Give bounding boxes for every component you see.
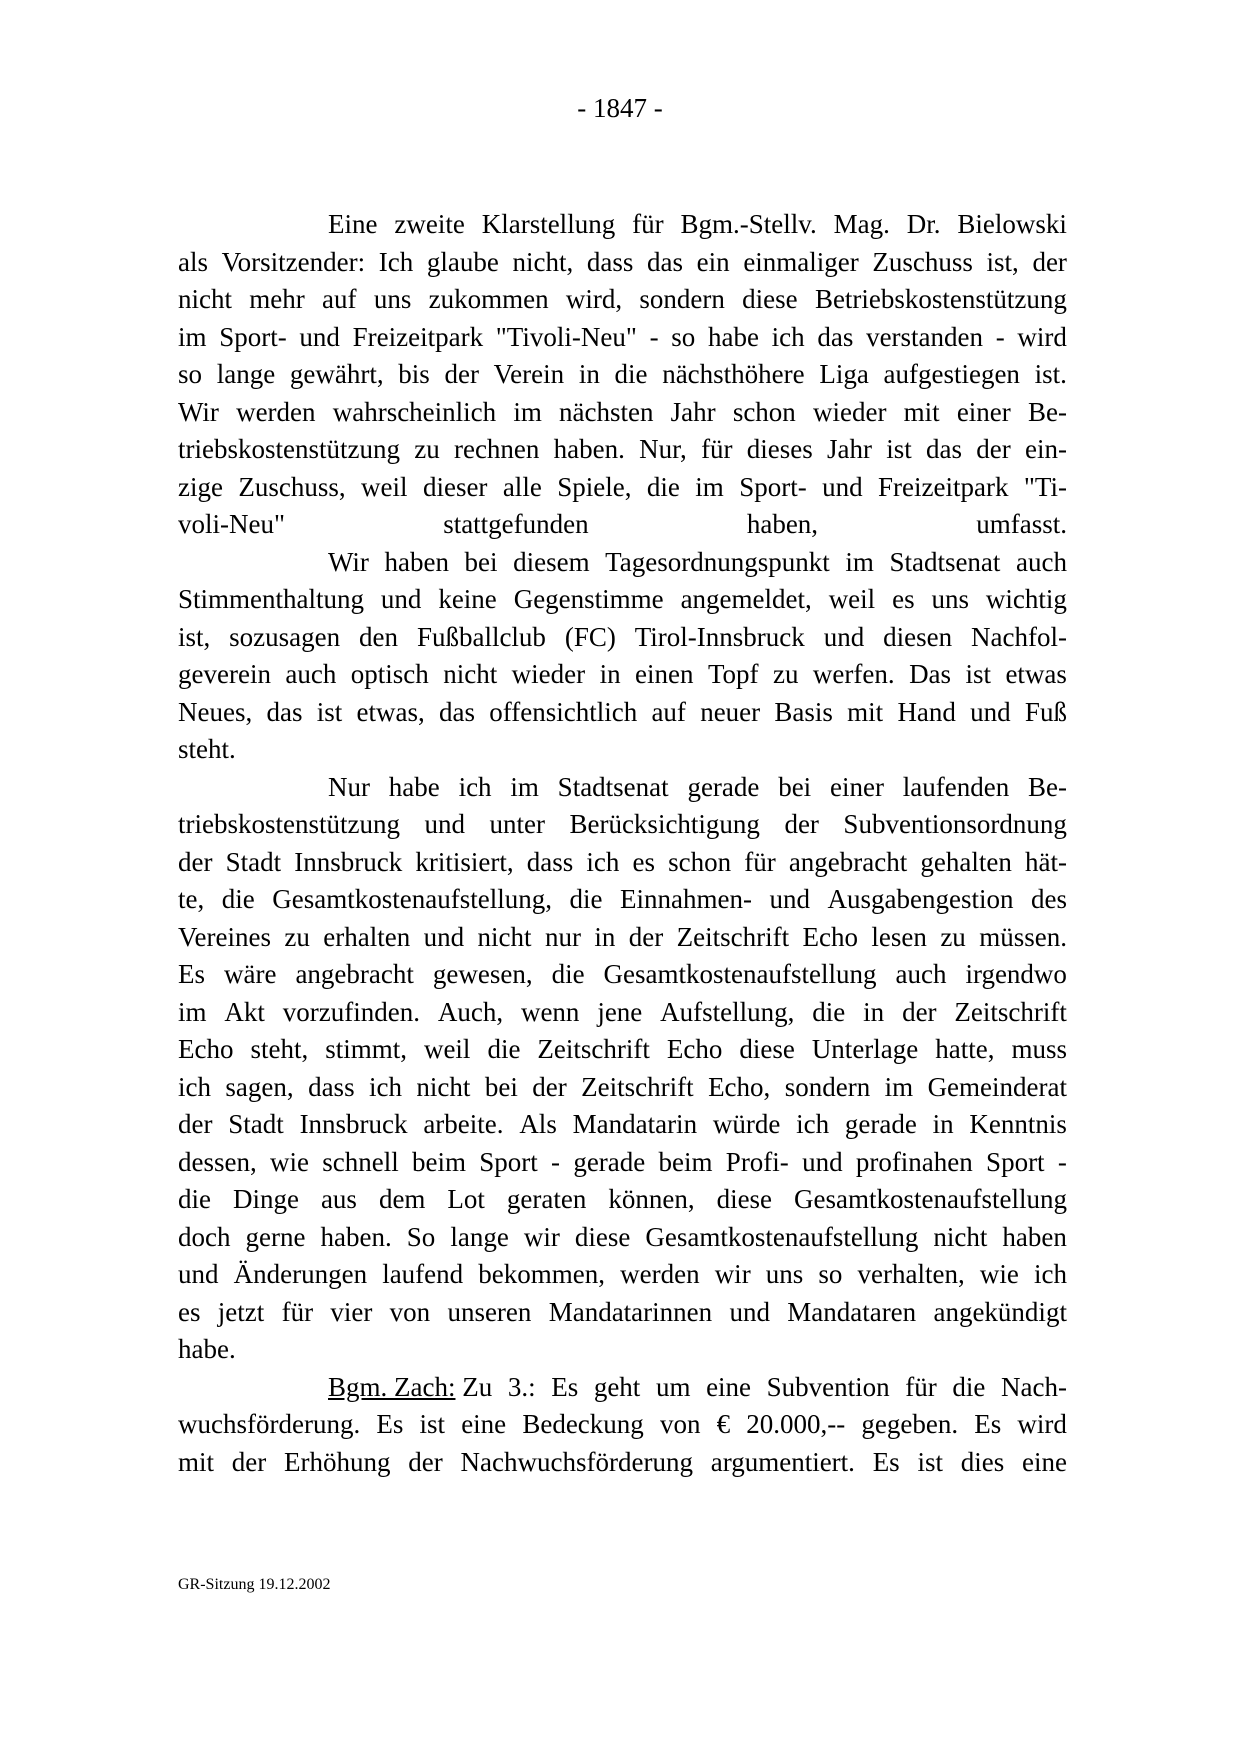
text-line: es jetzt für vier von unseren Mandatarinnen und Mandataren angekündigt [178, 1296, 1067, 1327]
text-line: ich sagen, dass ich nicht bei der Zeitschrift Echo, sondern im Gemeinderat [178, 1071, 1067, 1102]
text-line: Nur habe ich im Stadtsenat gerade bei einer laufenden Be- [328, 771, 1067, 802]
body-text [178, 206, 1067, 1481]
text-line: geverein auch optisch nicht wieder in einen Topf zu werfen. Das ist etwas [178, 659, 1067, 689]
text-line: triebskostenstützung zu rechnen haben. Nur, für dieses Jahr ist das der ein- [178, 434, 1067, 464]
text-line: mit der Erhöhung der Nachwuchsförderung argumentiert. Es ist dies eine [178, 1446, 1067, 1477]
text-line: Neues, das ist etwas, das offensichtlich auf neuer Basis mit Hand und Fuß [178, 696, 1067, 727]
text-line: Wir haben bei diesem Tagesordnungspunkt im Stadtsenat auch [328, 546, 1067, 577]
paragraph [178, 206, 1067, 544]
text-line: Wir werden wahrscheinlich im nächsten Jahr schon wieder mit einer Be- [178, 396, 1067, 427]
text-line: voli-Neu" stattgefunden haben, umfasst. [178, 509, 1067, 539]
text-line: im Akt vorzufinden. Auch, wenn jene Aufstellung, die in der Zeitschrift [178, 996, 1067, 1027]
text-line: im Sport- und Freizeitpark "Tivoli-Neu" - so habe ich das verstanden - wird [178, 321, 1067, 352]
text-line: Eine zweite Klarstellung für Bgm.-Stellv. Mag. Dr. Bielowski [328, 209, 1067, 239]
page-number: - 1847 - [577, 93, 663, 123]
footer-session-date: GR-Sitzung 19.12.2002 [178, 1576, 331, 1593]
paragraph [178, 544, 1067, 769]
paragraph [178, 769, 1067, 1369]
text-line: doch gerne haben. So lange wir diese Gesamtkostenaufstellung nicht haben [178, 1221, 1067, 1252]
text-line: so lange gewährt, bis der Verein in die nächsthöhere Liga aufgestiegen ist. [178, 359, 1067, 389]
text-line: nicht mehr auf uns zukommen wird, sondern diese Betriebskostenstützung [178, 284, 1067, 314]
paragraph [178, 1369, 1067, 1482]
text-line: Stimmenthaltung und keine Gegenstimme angemeldet, weil es uns wichtig [178, 584, 1067, 614]
text-line: der Stadt Innsbruck arbeite. Als Mandatarin würde ich gerade in Kenntnis [178, 1109, 1067, 1139]
text-line: dessen, wie schnell beim Sport - gerade beim Profi- und profinahen Sport - [178, 1146, 1067, 1177]
text-line: te, die Gesamtkostenaufstellung, die Einnahmen- und Ausgabengestion des [178, 884, 1067, 914]
text-line: Es wäre angebracht gewesen, die Gesamtkostenaufstellung auch irgendwo [178, 959, 1067, 989]
text-line: triebskostenstützung und unter Berücksichtigung der Subventionsordnung [178, 809, 1067, 839]
speaker-name: Bgm. Zach: [328, 1371, 456, 1402]
text-line: Echo steht, stimmt, weil die Zeitschrift Echo diese Unterlage hatte, muss [178, 1034, 1067, 1064]
text-line: wuchsförderung. Es ist eine Bedeckung von € 20.000,-- gegeben. Es wird [178, 1409, 1067, 1439]
text-line: Vereines zu erhalten und nicht nur in der Zeitschrift Echo lesen zu müssen. [178, 921, 1067, 952]
text-line: der Stadt Innsbruck kritisiert, dass ich es schon für angebracht gehalten hät- [178, 846, 1067, 877]
text-line: und Änderungen laufend bekommen, werden wir uns so verhalten, wie ich [178, 1259, 1067, 1289]
text-line: ist, sozusagen den Fußballclub (FC) Tirol-Innsbruck und diesen Nachfol- [178, 621, 1067, 652]
text-line: als Vorsitzender: Ich glaube nicht, dass das ein einmaliger Zuschuss ist, der [178, 246, 1067, 277]
text-line: zige Zuschuss, weil dieser alle Spiele, die im Sport- und Freizeitpark "Ti- [178, 471, 1067, 502]
text-line: steht. [178, 734, 236, 764]
text-line: die Dinge aus dem Lot geraten können, diese Gesamtkostenaufstellung [178, 1184, 1067, 1214]
text-line: habe. [178, 1334, 236, 1364]
text-line: Bgm. Zach: Zu 3.: Es geht um eine Subvention für die Nach- [328, 1371, 1067, 1402]
